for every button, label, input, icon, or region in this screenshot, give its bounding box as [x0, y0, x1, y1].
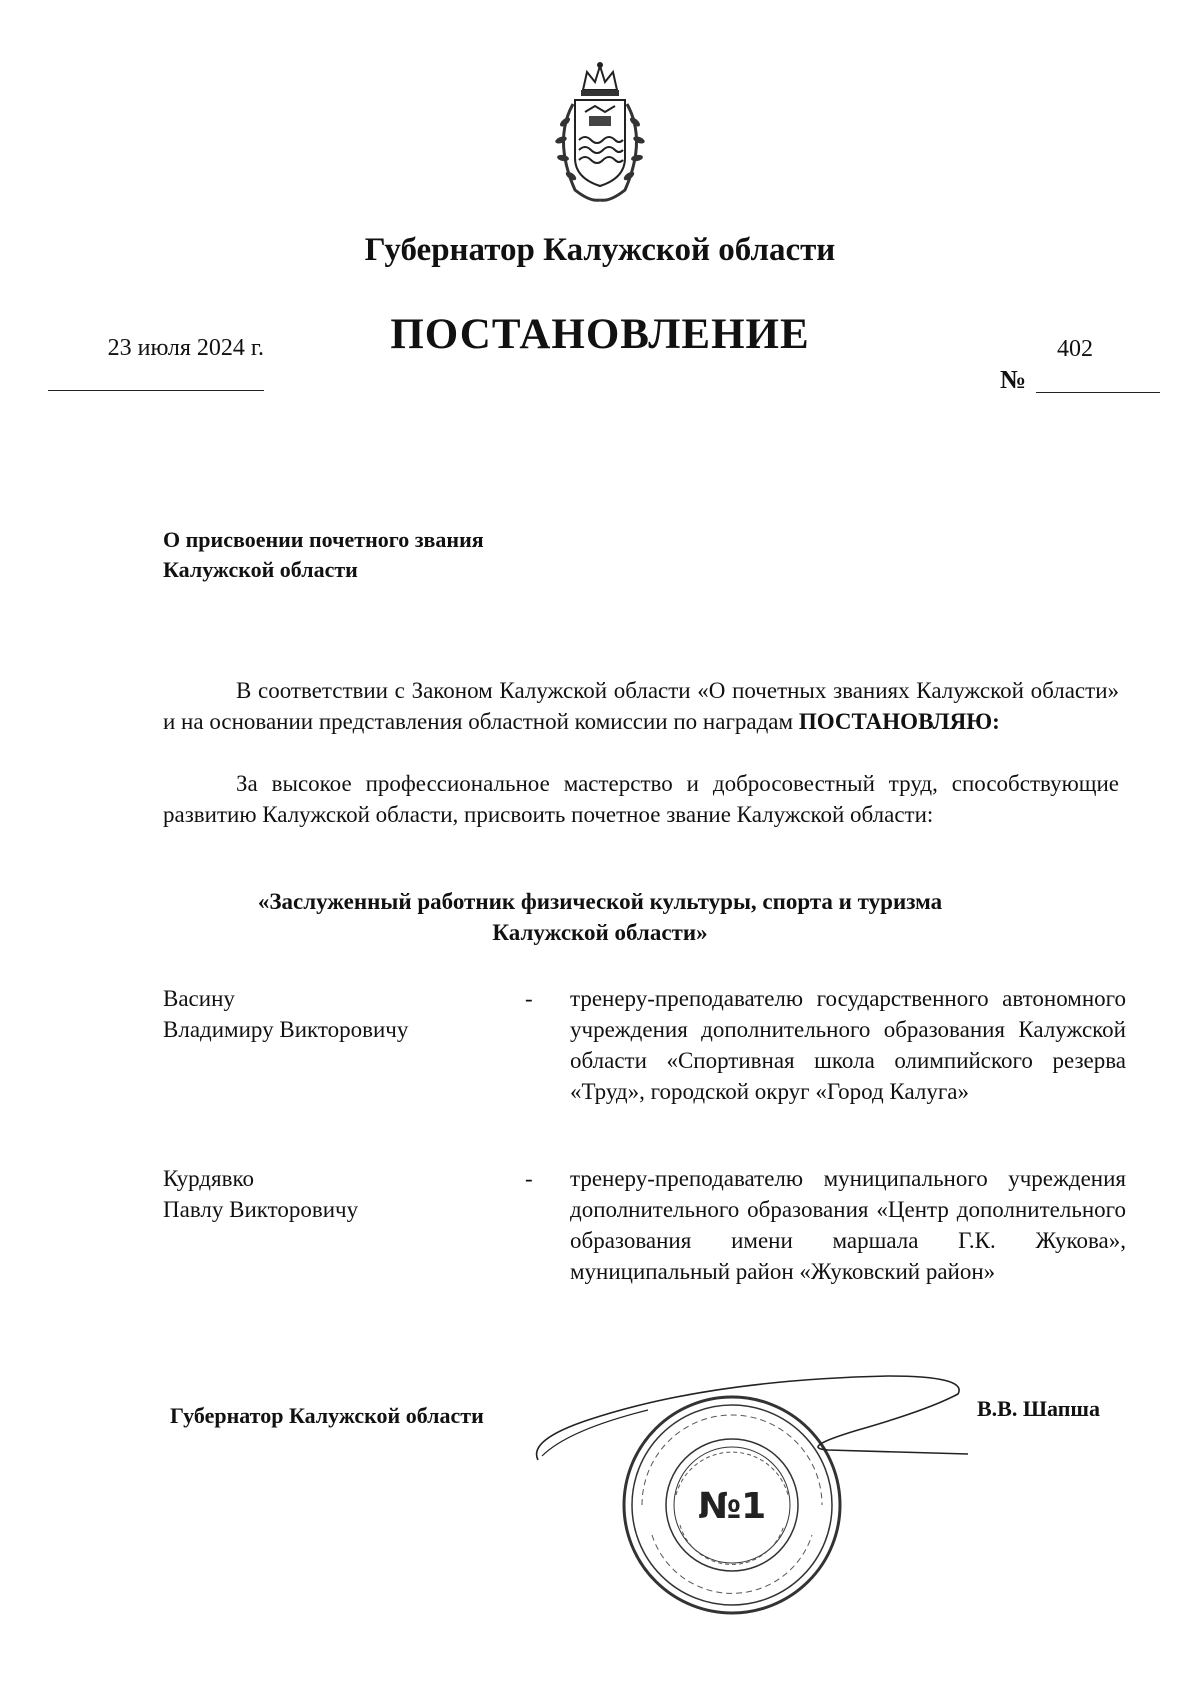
signatory-position: Губернатор Калужской области — [170, 1403, 484, 1428]
recipient-name — [163, 1163, 358, 1225]
date-underline — [48, 390, 264, 391]
recipient-dash: - — [525, 1166, 533, 1191]
subject-line-1: О присвоении почетного звания — [163, 527, 484, 552]
recipient-position: тренеру-преподавателю муниципального учреждения дополнительного образования «Центр дополнительного образования имени маршала Г.К. Жукова», муниципальный район «Жуковский район» — [570, 1166, 1126, 1284]
number-label: № — [1000, 365, 1027, 394]
preamble-text: В соответствии с Законом Калужской области «О почетных званиях Калужской области» и на основании представления областной комиссии по наградам — [163, 678, 1119, 734]
number-underline — [1036, 392, 1160, 393]
document-number: 402 — [1057, 336, 1093, 362]
paragraph-award: За высокое профессиональное мастерство и добросовестный труд, способствующие развитию Калужской области, присвоить почетное звание Калужской области: — [163, 771, 1119, 827]
recipient-surname: Курдявко — [163, 1166, 254, 1191]
seal-number: №1 — [697, 1486, 767, 1527]
issuer-title: Губернатор Калужской области — [364, 232, 836, 268]
subject-line-2: Калужской области — [163, 557, 358, 582]
document-date: 23 июля 2024 г. — [107, 335, 264, 361]
signatory-name: В.В. Шапша — [977, 1396, 1100, 1421]
recipient-position: тренеру-преподавателю государственного автономного учреждения дополнительного образования Калужской области «Спортивная школа олимпийского резерва «Труд», городской округ «Город Калуга» — [570, 986, 1126, 1104]
paragraph-preamble — [163, 675, 1119, 737]
handwritten-signature — [528, 1370, 988, 1490]
resolve-word: ПОСТАНОВЛЯЮ: — [798, 709, 1000, 734]
coat-of-arms-emblem — [545, 60, 655, 208]
honorary-title-line-2: Калужской области» — [492, 920, 708, 945]
document-type-heading: ПОСТАНОВЛЕНИЕ — [390, 311, 810, 358]
honorary-title — [0, 886, 1200, 948]
recipient-given-name: Владимиру Викторовичу — [163, 1017, 409, 1042]
recipient-name — [163, 983, 408, 1045]
recipient-dash: - — [525, 986, 533, 1011]
recipient-given-name: Павлу Викторовичу — [163, 1197, 359, 1222]
honorary-title-line-1: «Заслуженный работник физической культуры, спорта и туризма — [257, 889, 943, 914]
document-subject — [163, 525, 484, 585]
recipient-surname: Васину — [163, 986, 235, 1011]
